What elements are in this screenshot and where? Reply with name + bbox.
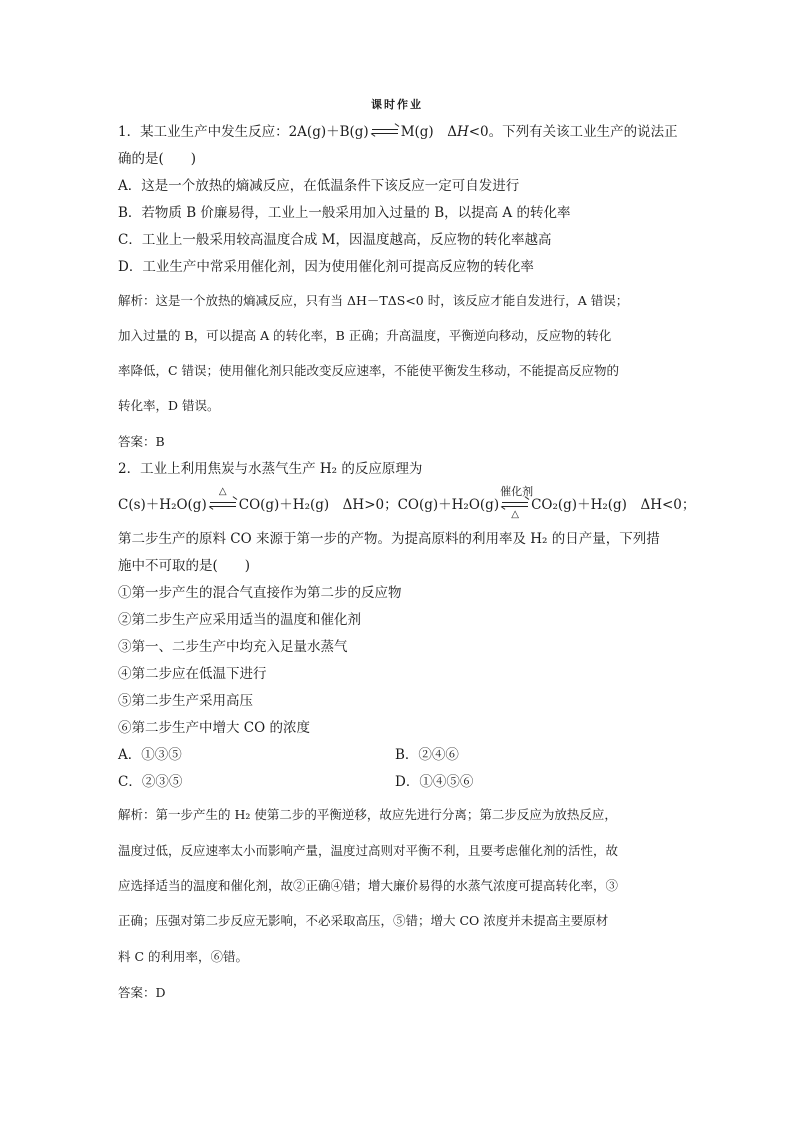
q1-stem-part-c: <0。下列有关该工业生产的说法正 (468, 124, 678, 140)
q2-analysis-line3: 应选择适当的温度和催化剂，故②正确④错；增大廉价易得的水蒸气浓度可提高转化率，③ (118, 878, 619, 893)
q1-stem-part-a: 1．某工业生产中发生反应：2A(g)＋B(g) (118, 124, 369, 140)
equilibrium-arrow-icon (370, 124, 400, 138)
q2-stem-line1: 2．工业上利用焦炭与水蒸气生产 H₂ 的反应原理为 (118, 461, 423, 477)
heat-condition-below: △ (511, 509, 519, 520)
q2-option-d: D．①④⑤⑥ (395, 774, 474, 790)
page-title: 课时作业 (371, 98, 423, 111)
q2-option-a: A．①③⑤ (118, 747, 182, 763)
q1-analysis-line2: 加入过量的 B，可以提高 A 的转化率，B 正确；升高温度，平衡逆向移动，反应物的转化 (118, 328, 612, 343)
equilibrium-arrow-icon (500, 485, 534, 520)
q2-option-c: C．②③⑤ (118, 774, 183, 790)
q2-analysis-line4: 正确；压强对第二步反应无影响，不必采取高压，⑤错；增大 CO 浓度并未提高主要原材 (118, 913, 609, 928)
q2-eq-part-c: CO₂(g)＋H₂(g) ΔH<0； (531, 497, 696, 513)
q1-option-c: C．工业上一般采用较高温度合成 M，因温度越高，反应物的转化率越高 (118, 232, 552, 248)
q2-answer: 答案：D (118, 985, 166, 1000)
q2-item-4: ④第二步应在低温下进行 (118, 666, 267, 682)
q2-equation-line (118, 485, 696, 520)
q2-option-b: B．②④⑥ (395, 747, 459, 763)
q1-stem-line1 (118, 123, 678, 141)
q2-stem-line4: 施中不可取的是( ) (118, 558, 251, 574)
heat-condition: △ (218, 486, 227, 497)
q2-analysis-line1: 解析：第一步产生的 H₂ 使第二步的平衡逆移，故应先进行分离；第二步反应为放热反应， (118, 807, 617, 822)
q2-analysis-line5: 料 C 的利用率，⑥错。 (118, 949, 249, 964)
q1-answer: 答案：B (118, 434, 165, 449)
q2-item-3: ③第一、二步生产中均充入足量水蒸气 (118, 639, 348, 655)
q2-item-5: ⑤第二步生产采用高压 (118, 693, 253, 709)
q2-item-2: ②第二步生产应采用适当的温度和催化剂 (118, 612, 361, 628)
q2-item-1: ①第一步产生的混合气直接作为第二步的反应物 (118, 585, 402, 601)
q1-stem-H: H (456, 124, 469, 140)
q1-analysis-line4: 转化率，D 错误。 (118, 398, 220, 413)
q1-analysis-line1: 解析：这是一个放热的熵减反应，只有当 ΔH－TΔS<0 时，该反应才能自发进行，A 错误； (118, 293, 629, 308)
q2-analysis-line2: 温度过低，反应速率太小而影响产量，温度过高则对平衡不利，且要考虑催化剂的活性，故 (118, 843, 619, 858)
q2-eq-part-b: CO(g)＋H₂(g) ΔH>0；CO(g)＋H₂O(g) (238, 497, 500, 513)
q2-item-6: ⑥第二步生产中增大 CO 的浓度 (118, 720, 310, 736)
q1-analysis-line3: 率降低，C 错误；使用催化剂只能改变反应速率，不能使平衡发生移动，不能提高反应物的 (118, 363, 620, 378)
q1-option-a: A．这是一个放热的熵减反应，在低温条件下该反应一定可自发进行 (118, 178, 520, 194)
q1-option-b: B．若物质 B 价廉易得，工业上一般采用加入过量的 B，以提高 A 的转化率 (118, 205, 571, 221)
catalyst-condition: 催化剂 (500, 485, 534, 498)
q1-stem-line2: 确的是( ) (118, 151, 197, 167)
equilibrium-arrow-icon (208, 486, 238, 511)
q1-stem-part-b: M(g) Δ (400, 124, 457, 140)
q2-stem-line3: 第二步生产的原料 CO 来源于第一步的产物。为提高原料的利用率及 H₂ 的日产量，下列措 (118, 531, 660, 547)
q1-option-d: D．工业生产中常采用催化剂，因为使用催化剂可提高反应物的转化率 (118, 259, 534, 275)
q2-eq-part-a: C(s)＋H₂O(g) (118, 497, 207, 513)
